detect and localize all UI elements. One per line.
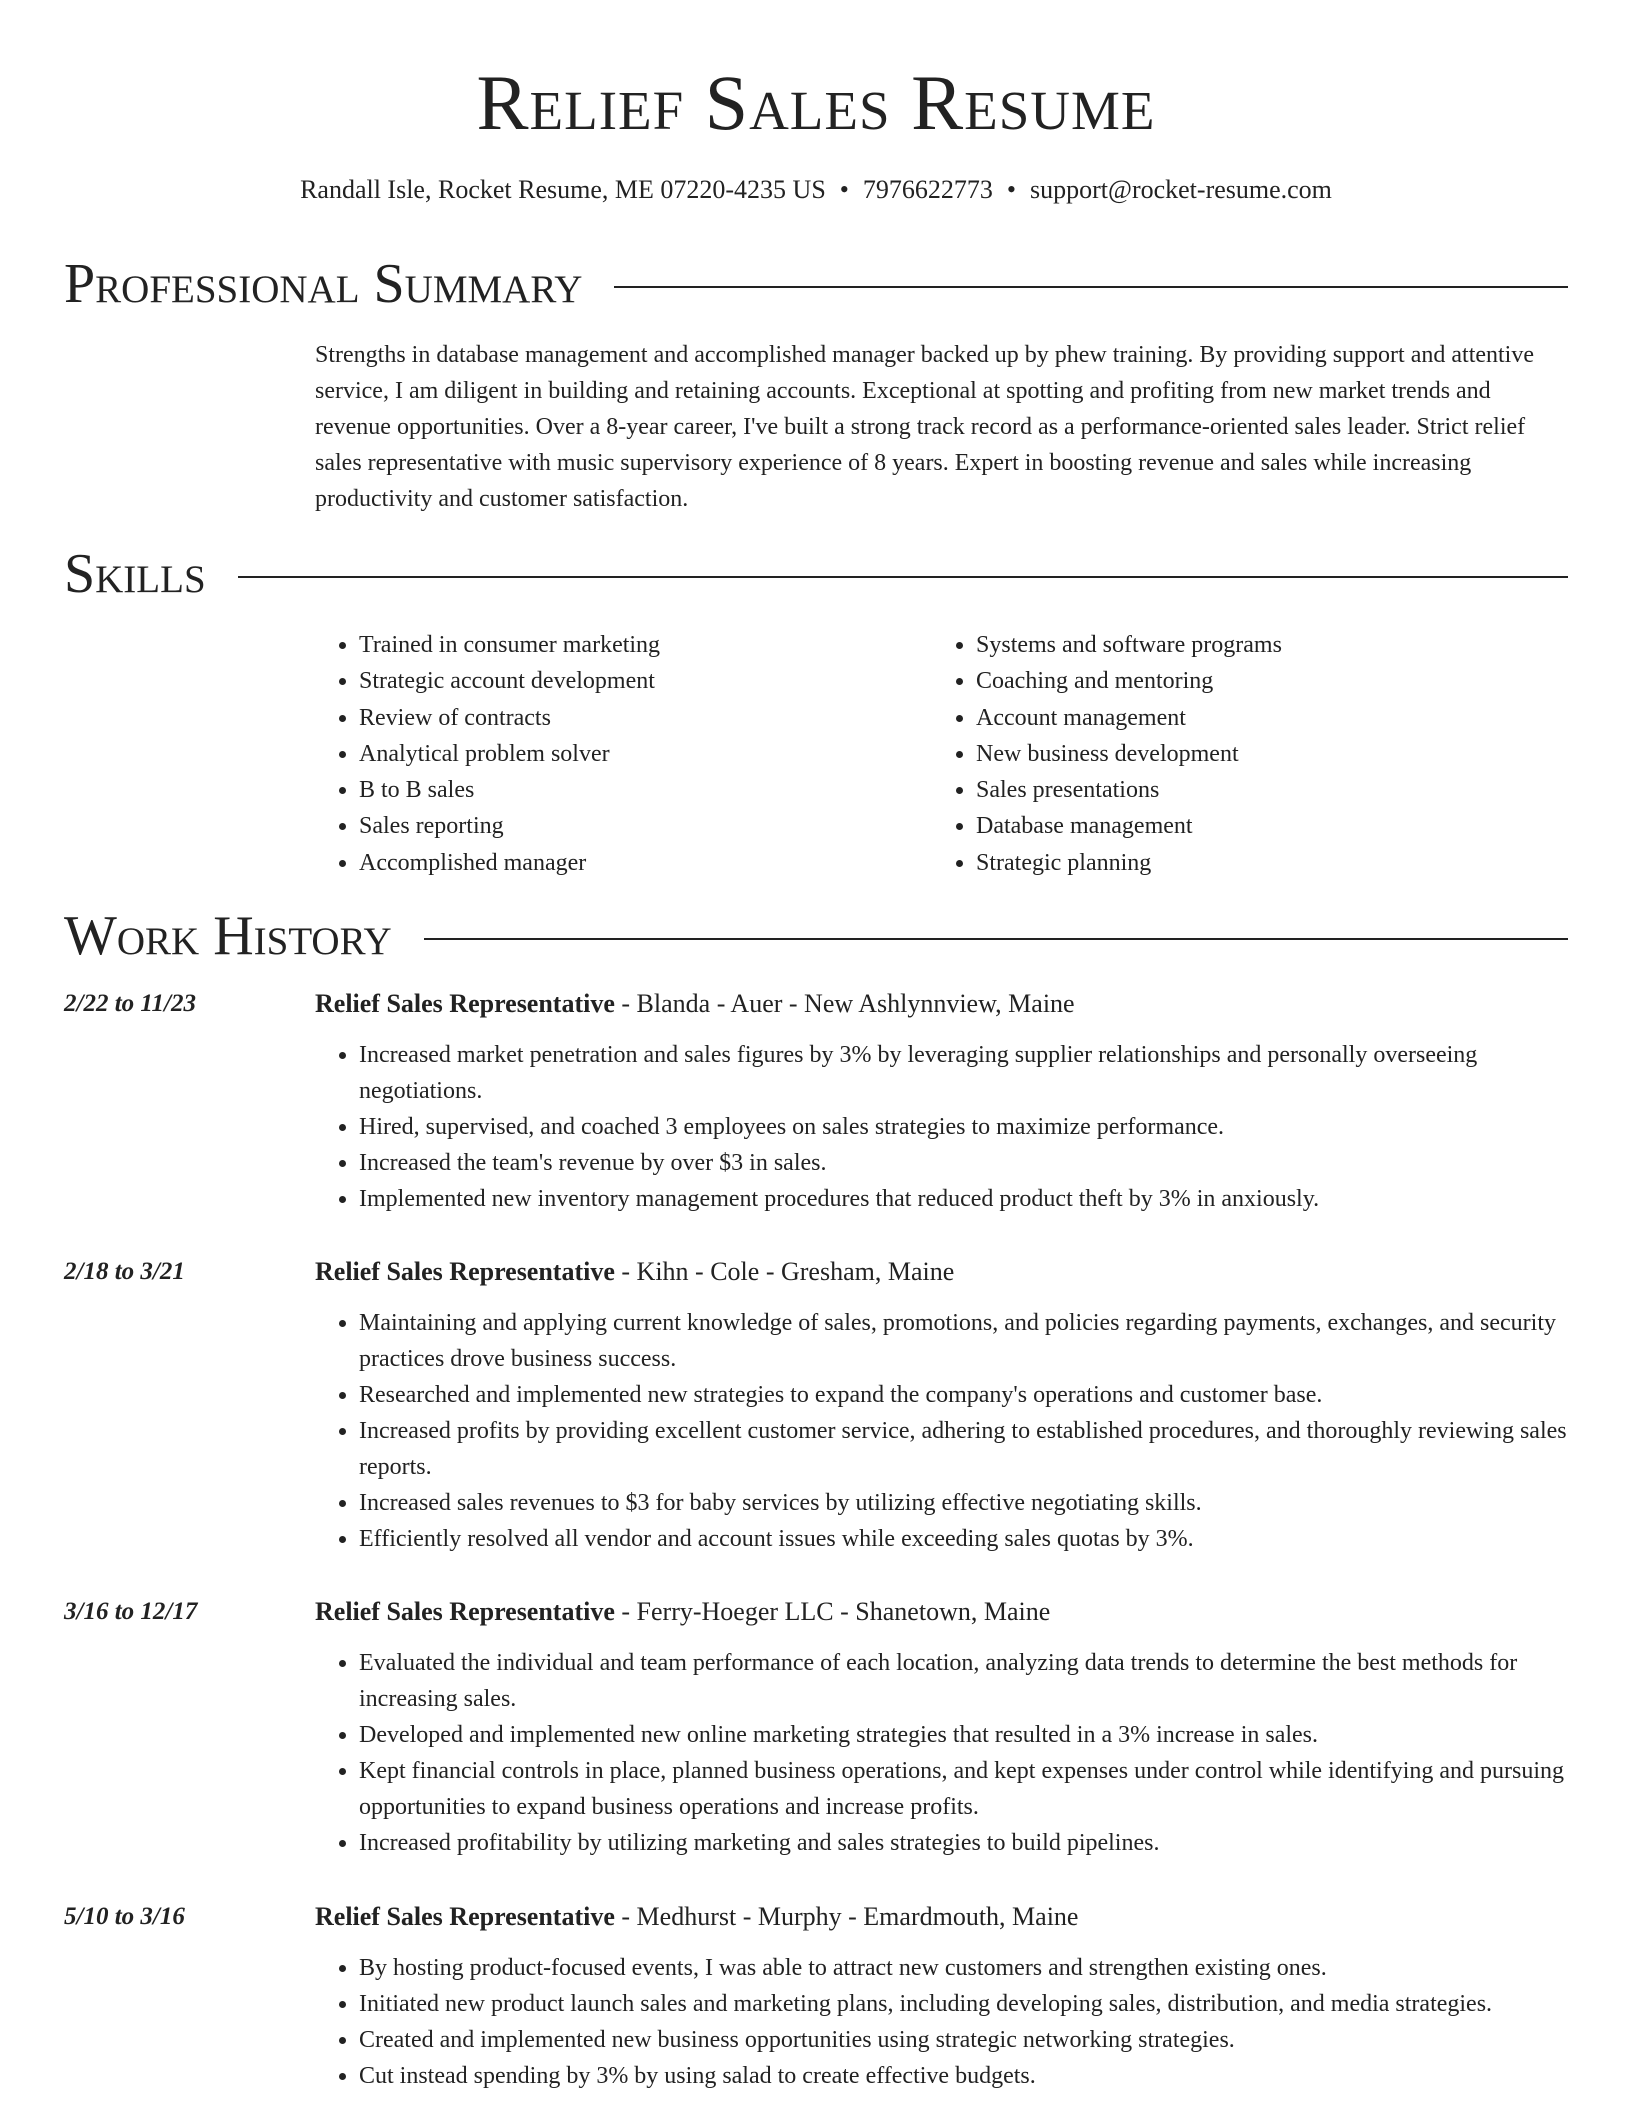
- skills-section-header: [64, 543, 1568, 605]
- summary-text: Strengths in database management and accomplished manager backed up by phew training. By providing support and attentive service, I am diligent in building and retaining accounts. Exceptional at spotting and profiting from new market trends and revenue opportunities. Over a 8-year career, I've built a strong track record as a performance-oriented sales leader. Strict relief sales representative with music supervisory experience of 8 years. Expert in boosting revenue and sales while increasing productivity and customer satisfaction.: [315, 342, 1534, 512]
- skills-list: [315, 627, 1570, 881]
- skill-item: • Strategic account development: [359, 663, 932, 699]
- job-headline: [315, 1899, 1078, 1935]
- skill-item: • Review of contracts: [359, 700, 932, 736]
- job-bullet: • Cut instead spending by 3% by using salad to create effective budgets.: [359, 2058, 1568, 2094]
- job-headline: [315, 986, 1075, 1022]
- job-bullets: [315, 1645, 1568, 1861]
- skill-item: • Accomplished manager: [359, 845, 932, 881]
- job-bullet: • Increased profitability by utilizing marketing and sales strategies to build pipelines.: [359, 1825, 1568, 1861]
- contact-address: Randall Isle, Rocket Resume, ME 07220-4235 US: [300, 175, 826, 204]
- skill-item: • Database management: [976, 808, 1549, 844]
- job-role: Relief Sales Representative: [315, 1597, 615, 1626]
- job-headline: [315, 1254, 954, 1290]
- skill-item: • Coaching and mentoring: [976, 663, 1549, 699]
- skill-item: • Analytical problem solver: [359, 736, 932, 772]
- skills-heading: Skills: [64, 543, 206, 605]
- skill-item: • Strategic planning: [976, 845, 1549, 881]
- job-bullet: • Kept financial controls in place, planned business operations, and kept expenses under control while identifying and pursuing opportunities to expand business operations and increase profits.: [359, 1753, 1568, 1825]
- section-divider: [424, 938, 1568, 940]
- job-company: - Medhurst - Murphy - Emardmouth, Maine: [614, 1902, 1079, 1931]
- skill-item: • Account management: [976, 700, 1549, 736]
- work-section-header: [64, 905, 1568, 967]
- job-bullet: • Maintaining and applying current knowledge of sales, promotions, and policies regarding payments, exchanges, and security practices drove business success.: [359, 1305, 1568, 1377]
- section-divider: [614, 286, 1568, 288]
- job-bullets: [315, 1037, 1568, 1217]
- job-dates: 3/16 to 12/17: [64, 1598, 198, 1625]
- skill-item: • New business development: [976, 736, 1549, 772]
- summary-section-header: [64, 253, 1568, 315]
- job-company: - Kihn - Cole - Gresham, Maine: [614, 1257, 955, 1286]
- job-bullet: • Initiated new product launch sales and marketing plans, including developing sales, distribution, and media strategies.: [359, 1986, 1568, 2022]
- job-company: - Ferry-Hoeger LLC - Shanetown, Maine: [614, 1597, 1051, 1626]
- job-bullets: [315, 1305, 1568, 1557]
- job-bullet: • Developed and implemented new online marketing strategies that resulted in a 3% increase in sales.: [359, 1717, 1568, 1753]
- job-bullet: • Researched and implemented new strategies to expand the company's operations and customer base.: [359, 1377, 1568, 1413]
- job-bullet: • Increased market penetration and sales figures by 3% by leveraging supplier relationships and personally overseeing negotiations.: [359, 1037, 1568, 1109]
- job-role: Relief Sales Representative: [315, 1902, 615, 1931]
- job-headline: [315, 1594, 1050, 1630]
- skill-item: • Sales presentations: [976, 772, 1549, 808]
- skill-item: • B to B sales: [359, 772, 932, 808]
- separator-dot: •: [1006, 175, 1016, 204]
- job-bullet: • Created and implemented new business opportunities using strategic networking strategies.: [359, 2022, 1568, 2058]
- separator-dot: •: [839, 175, 849, 204]
- job-dates: 2/22 to 11/23: [64, 990, 196, 1017]
- job-bullet: • Increased profits by providing excellent customer service, adhering to established procedures, and thoroughly reviewing sales reports.: [359, 1413, 1568, 1485]
- work-heading: Work History: [64, 905, 392, 967]
- job-bullet: • Increased the team's revenue by over $3 in sales.: [359, 1145, 1568, 1181]
- section-divider: [238, 576, 1568, 578]
- job-bullet: • Hired, supervised, and coached 3 employees on sales strategies to maximize performance.: [359, 1109, 1568, 1145]
- skills-column-left: [315, 627, 932, 881]
- job-bullet: • By hosting product-focused events, I was able to attract new customers and strengthen existing ones.: [359, 1950, 1568, 1986]
- job-bullet: • Increased sales revenues to $3 for baby services by utilizing effective negotiating skills.: [359, 1485, 1568, 1521]
- resume-title: Relief Sales Resume: [476, 59, 1156, 146]
- contact-email: support@rocket-resume.com: [1030, 175, 1332, 204]
- job-dates: 5/10 to 3/16: [64, 1903, 185, 1930]
- summary-heading: Professional Summary: [64, 253, 583, 315]
- skill-item: • Sales reporting: [359, 808, 932, 844]
- job-role: Relief Sales Representative: [315, 989, 615, 1018]
- contact-phone: 7976622773: [862, 175, 993, 204]
- job-bullets: [315, 1950, 1568, 2094]
- skills-column-right: [932, 627, 1549, 881]
- job-bullet: • Implemented new inventory management procedures that reduced product theft by 3% in anxiously.: [359, 1181, 1568, 1217]
- job-bullet: • Evaluated the individual and team performance of each location, analyzing data trends to determine the best methods for increasing sales.: [359, 1645, 1568, 1717]
- job-company: - Blanda - Auer - New Ashlynnview, Maine: [614, 989, 1075, 1018]
- job-bullet: • Efficiently resolved all vendor and account issues while exceeding sales quotas by 3%.: [359, 1521, 1568, 1557]
- skill-item: • Trained in consumer marketing: [359, 627, 932, 663]
- contact-line: [0, 174, 1632, 206]
- skill-item: • Systems and software programs: [976, 627, 1549, 663]
- job-role: Relief Sales Representative: [315, 1257, 615, 1286]
- job-dates: 2/18 to 3/21: [64, 1258, 185, 1285]
